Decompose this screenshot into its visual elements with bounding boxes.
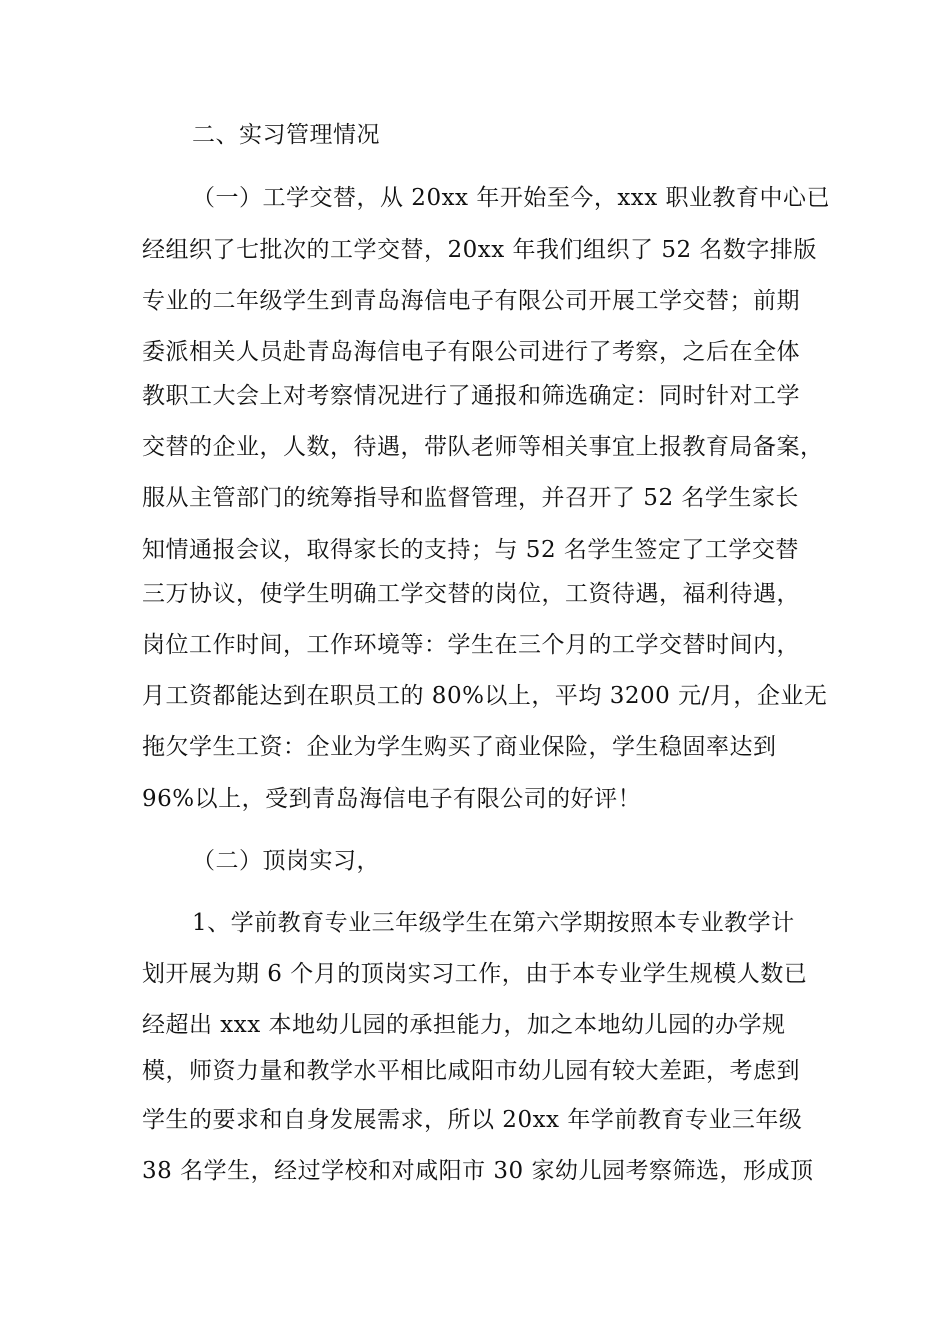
- paragraph-line: 1、学前教育专业三年级学生在第六学期按照本专业教学计: [192, 910, 795, 936]
- paragraph-line: （一）工学交替，从 20xx 年开始至今，xxx 职业教育中心已: [192, 185, 831, 211]
- paragraph-line: 96%以上，受到青岛海信电子有限公司的好评！: [142, 786, 642, 812]
- paragraph-line: 38 名学生，经过学校和对咸阳市 30 家幼儿园考察筛选，形成顶: [142, 1158, 814, 1184]
- section-subheading: （二）顶岗实习，: [192, 848, 380, 874]
- paragraph-line: 教职工大会上对考察情况进行了通报和筛选确定：同时针对工学: [142, 383, 800, 409]
- paragraph-line: 划开展为期 6 个月的顶岗实习工作，由于本专业学生规模人数已: [142, 961, 808, 987]
- paragraph-line: 拖欠学生工资：企业为学生购买了商业保险，学生稳固率达到: [142, 734, 777, 760]
- paragraph-line: 岗位工作时间，工作环境等：学生在三个月的工学交替时间内，: [142, 632, 800, 658]
- paragraph-line: 交替的企业，人数，待遇，带队老师等相关事宜上报教育局备案，: [142, 434, 824, 460]
- paragraph-line: 专业的二年级学生到青岛海信电子有限公司开展工学交替；前期: [142, 288, 800, 314]
- paragraph-line: 知情通报会议，取得家长的支持；与 52 名学生签定了工学交替: [142, 537, 799, 563]
- paragraph-line: 经组织了七批次的工学交替，20xx 年我们组织了 52 名数字排版: [142, 237, 817, 263]
- paragraph-line: 服从主管部门的统筹指导和监督管理，并召开了 52 名学生家长: [142, 485, 799, 511]
- paragraph-line: 委派相关人员赴青岛海信电子有限公司进行了考察，之后在全体: [142, 339, 800, 365]
- paragraph-line: 模，师资力量和教学水平相比咸阳市幼儿园有较大差距，考虑到: [142, 1058, 800, 1084]
- section-heading: 二、实习管理情况: [192, 122, 380, 148]
- paragraph-line: 月工资都能达到在职员工的 80%以上，平均 3200 元/月，企业无: [142, 683, 828, 709]
- paragraph-line: 学生的要求和自身发展需求，所以 20xx 年学前教育专业三年级: [142, 1107, 803, 1133]
- paragraph-line: 经超出 xxx 本地幼儿园的承担能力，加之本地幼儿园的办学规: [142, 1012, 786, 1038]
- paragraph-line: 三万协议，使学生明确工学交替的岗位，工资待遇，福利待遇，: [142, 581, 800, 607]
